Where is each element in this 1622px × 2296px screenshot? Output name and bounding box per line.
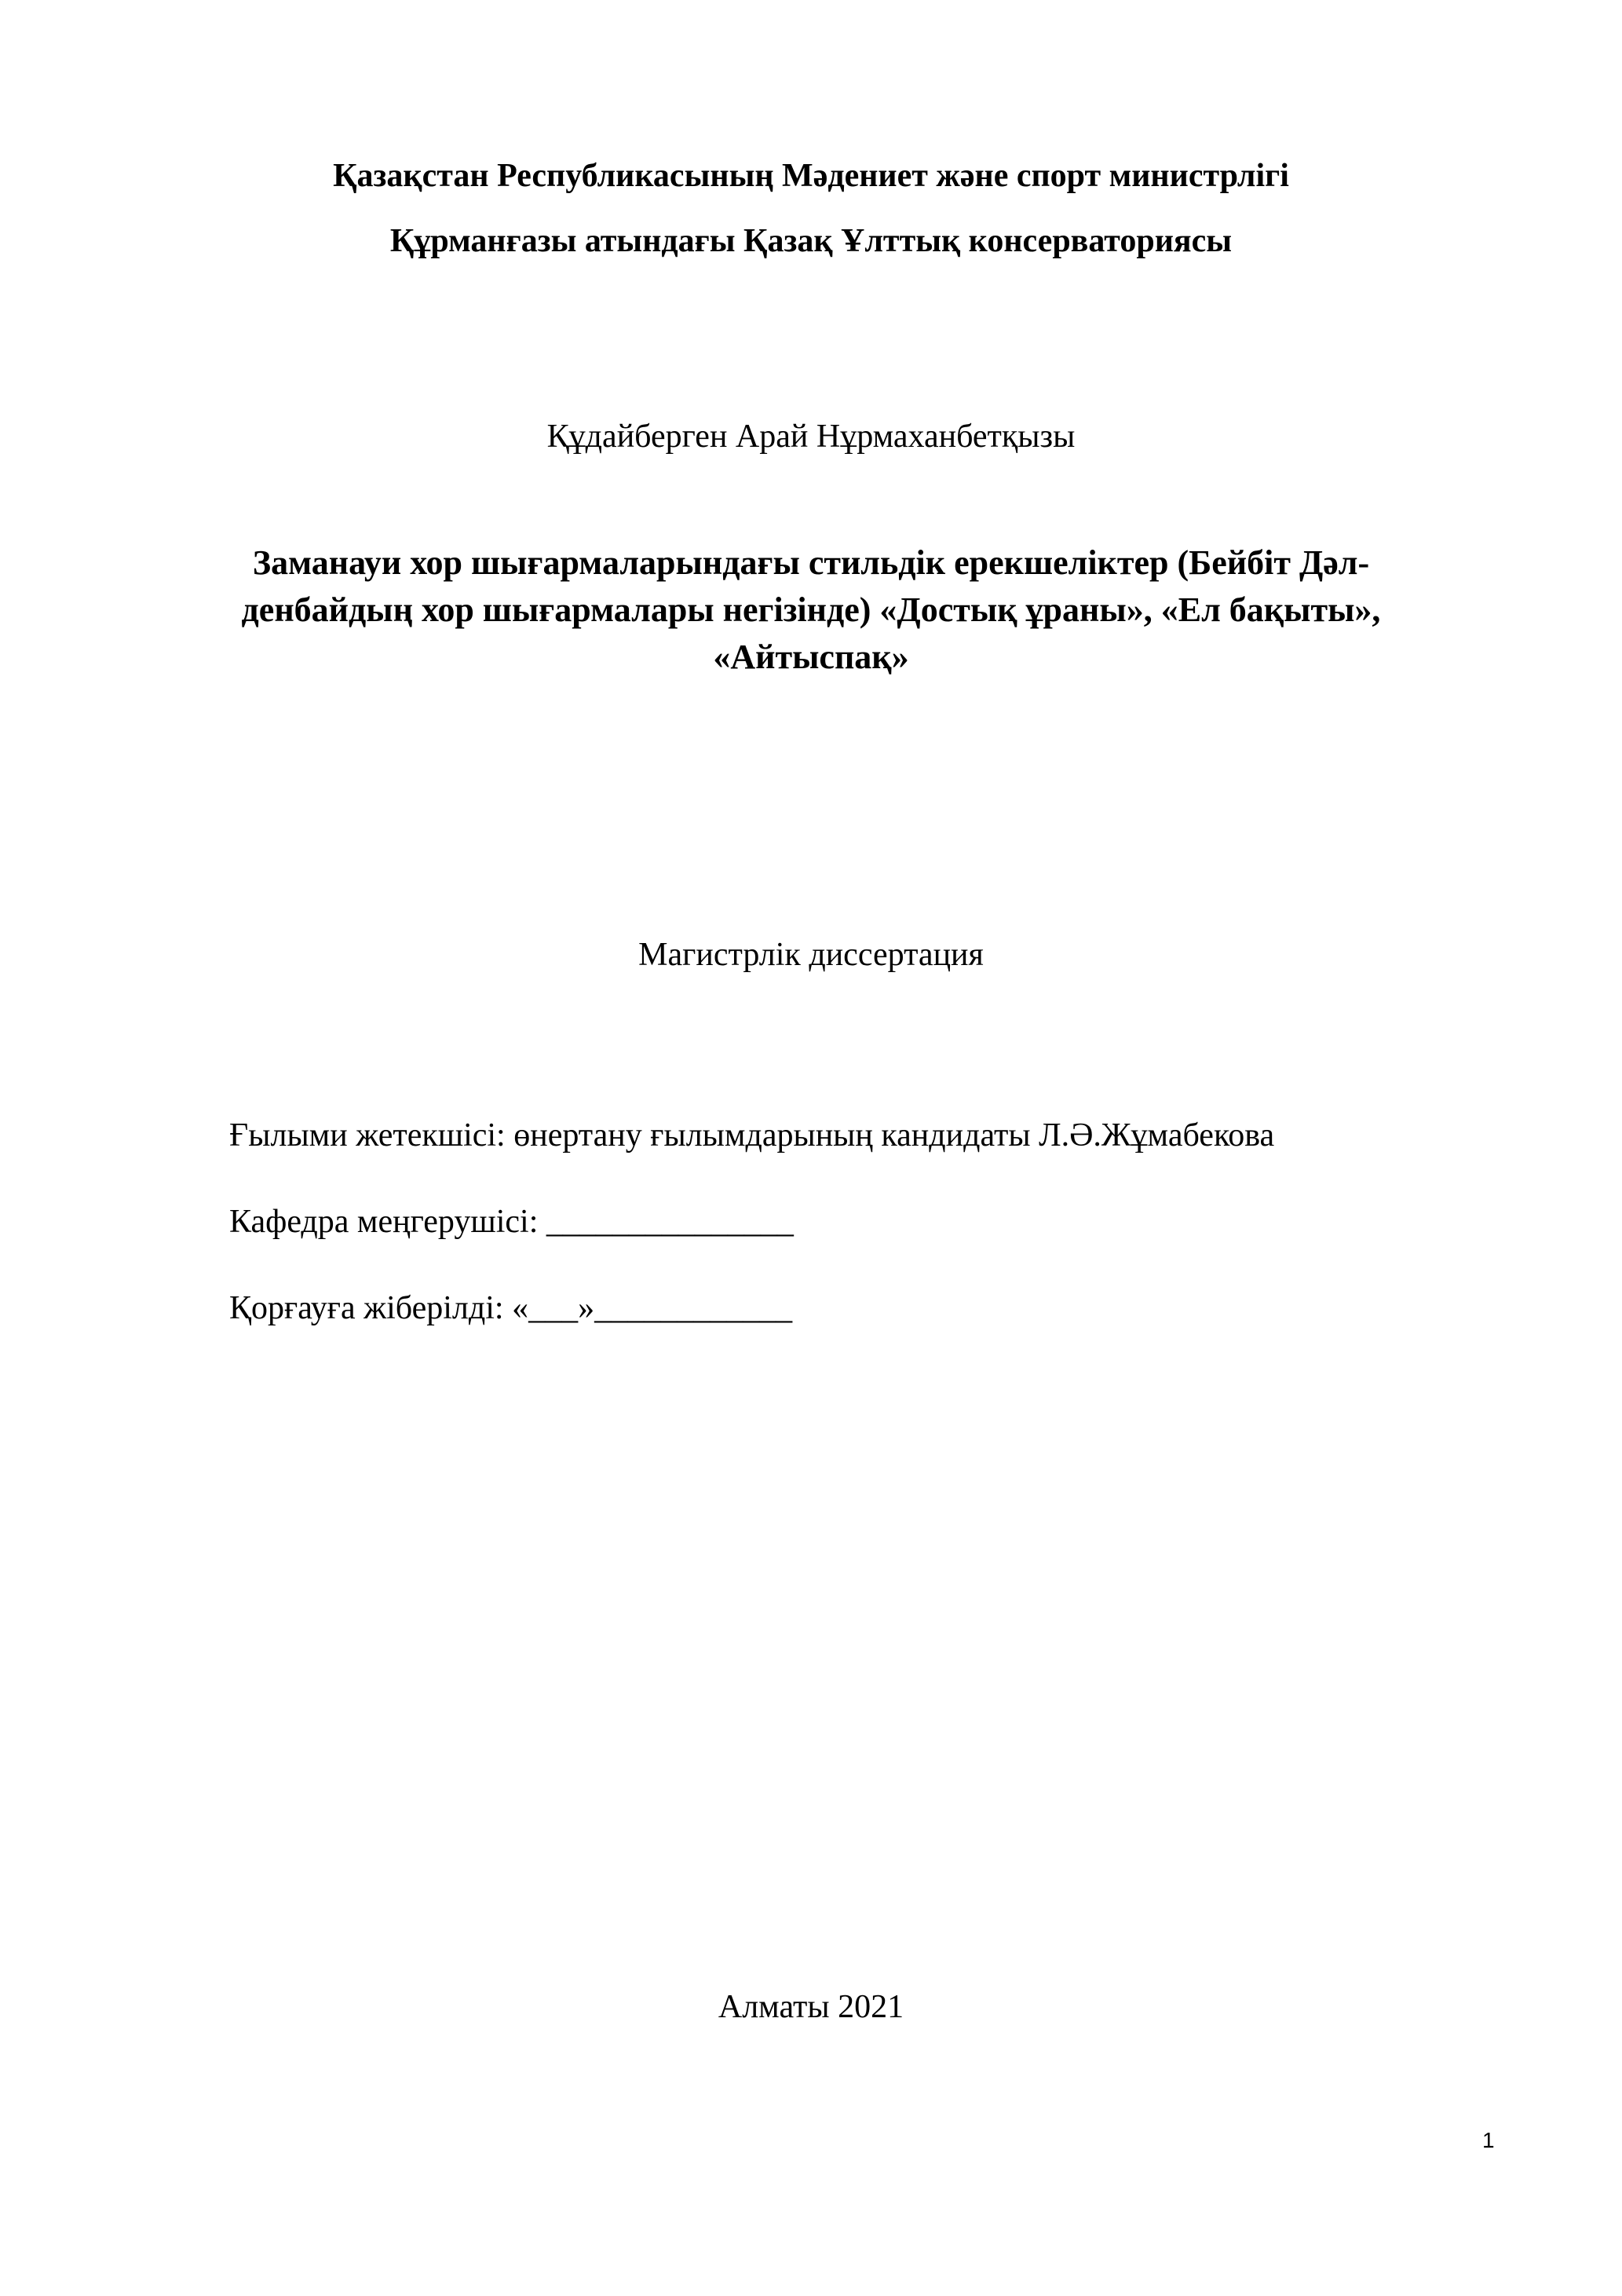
institution-heading: Құрманғазы атындағы Қазақ Ұлттық консерваториясы xyxy=(389,223,1233,259)
document-type: Магистрлік диссертация xyxy=(638,937,984,973)
supervisor-field: Ғылыми жетекшісі: өнертану ғылымдарының кандидаты Л.Ә.Жұмабекова xyxy=(229,1117,1275,1153)
author-name: Құдайберген Арай Нұрмаханбетқызы xyxy=(546,419,1076,455)
ministry-heading: Қазақстан Республикасының Мәдениет және спорт министрлігі xyxy=(333,158,1289,194)
city-year: Алматы 2021 xyxy=(718,1989,904,2025)
thesis-title-line-1: Заманауи хор шығармаларындағы стильдік ерекшеліктер (Бейбіт Дәл- xyxy=(252,543,1370,582)
page-number: 1 xyxy=(1482,2128,1495,2152)
thesis-title-line-2: денбайдың хор шығармалары негізінде) «Достық ұраны», «Ел бақыты», xyxy=(241,590,1381,629)
thesis-title-line-3: «Айтыспақ» xyxy=(713,638,909,676)
submitted-for-defense-field: Қорғауға жіберілді: «___»____________ xyxy=(229,1290,793,1326)
head-of-department-field: Кафедра меңгерушісі: _______________ xyxy=(229,1204,794,1240)
